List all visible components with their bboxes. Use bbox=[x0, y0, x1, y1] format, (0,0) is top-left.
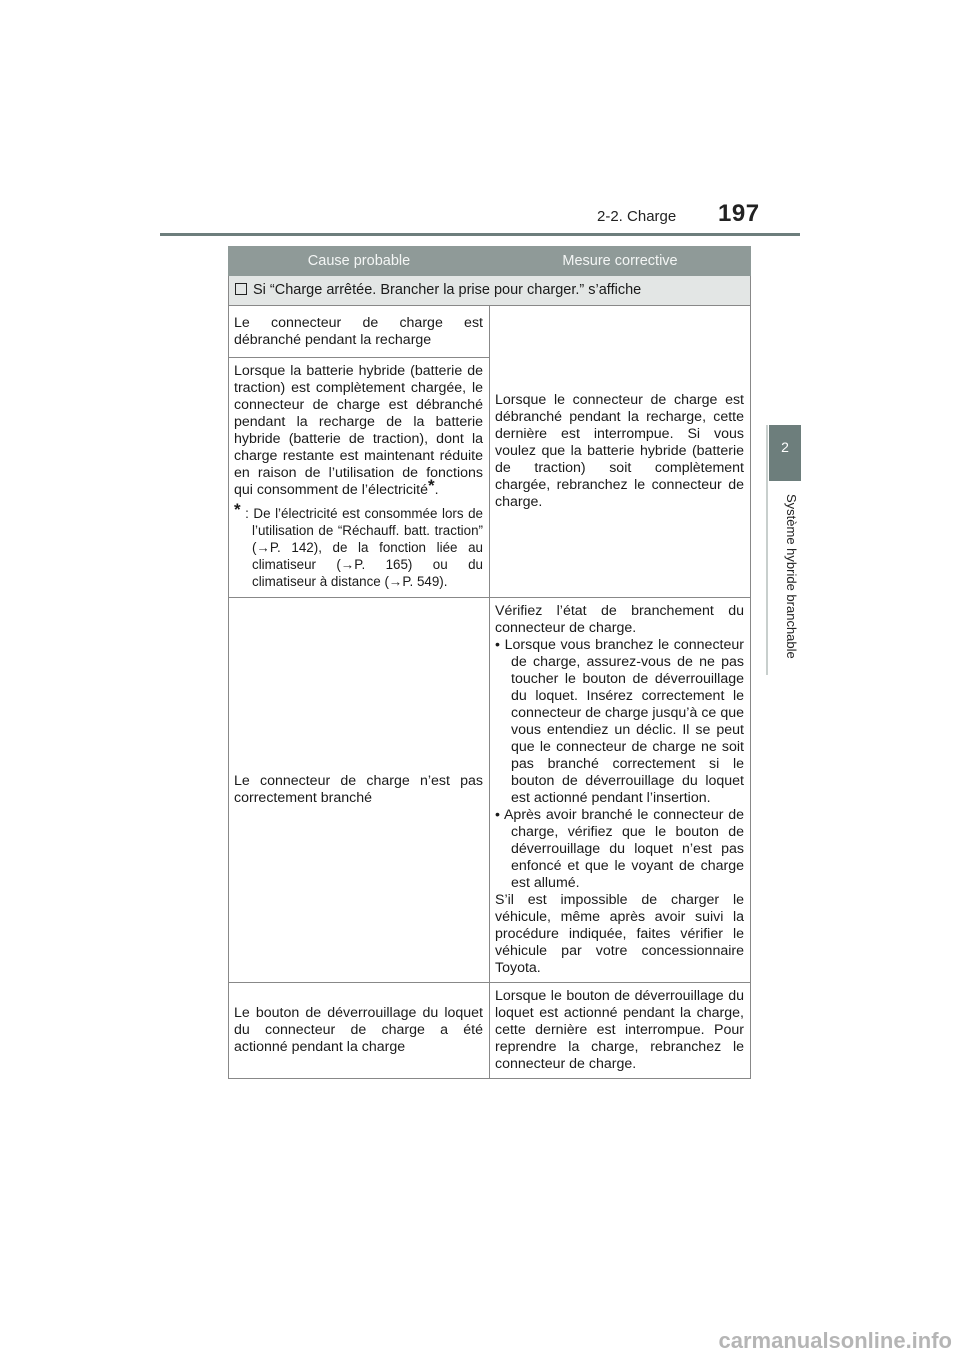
page-number: 197 bbox=[718, 200, 760, 227]
cause-cell bbox=[229, 983, 490, 1079]
table-row bbox=[229, 983, 751, 1079]
column-header-cause: Cause probable bbox=[229, 247, 490, 276]
footnote bbox=[234, 500, 483, 590]
measure-text: Lorsque le connecteur de charge est débranché pendant la recharge, cette dernière est interrompue. Si vous voulez que la batterie hybride (batterie de traction) soit complètement chargée, rebranchez le connecteur de charge. bbox=[495, 392, 744, 510]
measure-outro: S’il est impossible de charger le véhicule, même après avoir suivi la procédure indiquée, faites vérifier le véhicule par votre concessionnaire Toyota. bbox=[495, 892, 744, 976]
watermark: carmanualsonline.info bbox=[718, 1328, 952, 1353]
situation-row bbox=[229, 276, 751, 306]
table-row bbox=[229, 306, 751, 358]
column-header-measure: Mesure corrective bbox=[490, 247, 751, 276]
measure-cell bbox=[490, 983, 751, 1079]
cause-cell bbox=[229, 598, 490, 983]
troubleshooting-table bbox=[228, 246, 751, 1079]
cause-text: Le bouton de déverrouillage du loquet du connecteur de charge a été actionné pendant la charge bbox=[234, 1005, 483, 1055]
cause-text: Lorsque la batterie hybride (batterie de traction) est complètement chargée, le connecteur de charge est débranché pendant la recharge de la batterie hybride (batterie de traction), dont la charge restante est maintenant réduite en raison de l’utilisation de fonctions qui consomment de l’électricité bbox=[234, 363, 483, 498]
measure-text: Lorsque le bouton de déverrouillage du loquet est actionné pendant la charge, cette dernière est interrompue. Pour reprendre la charge, rebranchez le connecteur de charge. bbox=[495, 988, 744, 1072]
footnote-text: : De l’électricité est consommée lors de l’utilisation de “Réchauff. batt. traction” (→P. 142), de la fonction liée au climatiseur (→P. 165) ou du climatiseur à distance (→P. 549). bbox=[240, 506, 483, 589]
chapter-number: 2 bbox=[781, 439, 789, 455]
table-header-row bbox=[229, 247, 751, 276]
measure-bullet: • Lorsque vous branchez le connecteur de charge, assurez-vous de ne pas toucher le bouton de déverrouillage du loquet. Insérez correctement le connecteur de charge jusqu’à ce que vous entendiez un déclic. Il se peut que le connecteur de charge ne soit pas branché correctement si le bouton de déverrouillage du loquet est actionné pendant l’insertion. bbox=[495, 637, 744, 806]
measure-cell bbox=[490, 598, 751, 983]
table-row bbox=[229, 598, 751, 983]
checkbox-icon bbox=[235, 283, 247, 295]
cause-cell bbox=[229, 306, 490, 358]
section-title: 2-2. Charge bbox=[597, 208, 677, 225]
cause-text: Le connecteur de charge est débranché pendant la recharge bbox=[234, 314, 483, 348]
footnote-star: * bbox=[234, 500, 241, 519]
chapter-title: Système hybride branchable bbox=[784, 494, 799, 659]
footnote-marker: * bbox=[427, 476, 435, 495]
cause-cell bbox=[229, 358, 490, 598]
measure-intro: Vérifiez l’état de branchement du connecteur de charge. bbox=[495, 603, 744, 636]
header-divider bbox=[160, 233, 800, 236]
measure-bullet: • Après avoir branché le connecteur de charge, vérifiez que le bouton de déverrouillage du loquet n’est pas enfoncé et que le voyant de charge est allumé. bbox=[495, 807, 744, 891]
side-divider bbox=[766, 425, 768, 675]
situation-cell bbox=[229, 276, 751, 306]
cause-end: . bbox=[434, 482, 439, 498]
situation-text: Si “Charge arrêtée. Brancher la prise pour charger.” s’affiche bbox=[253, 282, 642, 298]
cause-text: Le connecteur de charge n’est pas correctement branché bbox=[234, 773, 483, 806]
measure-cell bbox=[490, 306, 751, 598]
chapter-tab[interactable] bbox=[769, 425, 801, 481]
